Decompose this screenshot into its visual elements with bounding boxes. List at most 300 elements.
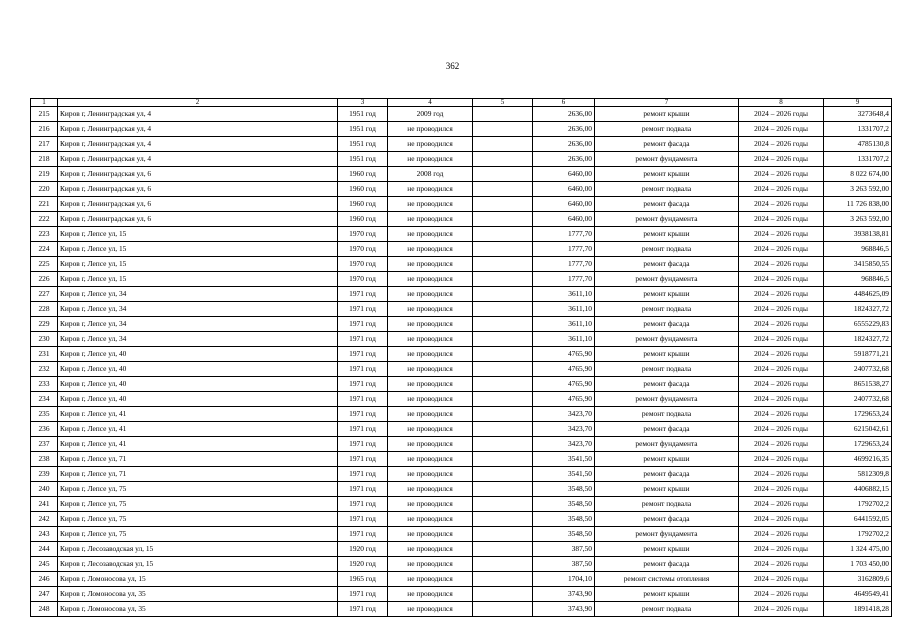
- build-year-cell: 1971 год: [338, 512, 388, 527]
- cost-cell: 968846,5: [824, 272, 892, 287]
- cost-cell: 4785130,8: [824, 137, 892, 152]
- last-repair-cell: не проводился: [388, 347, 473, 362]
- row-number-cell: 229: [31, 317, 58, 332]
- empty-cell: [473, 332, 533, 347]
- area-cell: 2636,00: [533, 152, 595, 167]
- cost-cell: 1792702,2: [824, 497, 892, 512]
- build-year-cell: 1971 год: [338, 497, 388, 512]
- table-row: [31, 497, 892, 512]
- work-type-cell: ремонт подвала: [595, 497, 739, 512]
- work-type-cell: ремонт подвала: [595, 242, 739, 257]
- address-cell: Киров г, Лепсе ул, 34: [58, 302, 338, 317]
- last-repair-cell: не проводился: [388, 152, 473, 167]
- empty-cell: [473, 572, 533, 587]
- work-type-cell: ремонт крыши: [595, 227, 739, 242]
- period-cell: 2024 – 2026 годы: [739, 497, 824, 512]
- empty-cell: [473, 182, 533, 197]
- last-repair-cell: не проводился: [388, 377, 473, 392]
- cost-cell: 3273648,4: [824, 107, 892, 122]
- empty-cell: [473, 392, 533, 407]
- table-row: [31, 377, 892, 392]
- last-repair-cell: не проводился: [388, 452, 473, 467]
- area-cell: 4765,90: [533, 362, 595, 377]
- table-row: [31, 587, 892, 602]
- last-repair-cell: не проводился: [388, 407, 473, 422]
- table-row: [31, 257, 892, 272]
- table-row: [31, 542, 892, 557]
- page-number: 362: [445, 61, 460, 71]
- row-number-cell: 220: [31, 182, 58, 197]
- address-cell: Киров г, Лепсе ул, 34: [58, 287, 338, 302]
- cost-cell: 1729653,24: [824, 437, 892, 452]
- build-year-cell: 1960 год: [338, 167, 388, 182]
- table-row: [31, 287, 892, 302]
- row-number-cell: 240: [31, 482, 58, 497]
- cost-cell: 2407732,68: [824, 362, 892, 377]
- period-cell: 2024 – 2026 годы: [739, 527, 824, 542]
- row-number-cell: 235: [31, 407, 58, 422]
- cost-cell: 3162809,6: [824, 572, 892, 587]
- address-cell: Киров г, Лепсе ул, 71: [58, 452, 338, 467]
- last-repair-cell: не проводился: [388, 242, 473, 257]
- address-cell: Киров г, Лесозаводская ул, 15: [58, 542, 338, 557]
- area-cell: 2636,00: [533, 107, 595, 122]
- empty-cell: [473, 287, 533, 302]
- work-type-cell: ремонт крыши: [595, 347, 739, 362]
- area-cell: 6460,00: [533, 212, 595, 227]
- last-repair-cell: не проводился: [388, 497, 473, 512]
- cost-cell: 1331707,2: [824, 122, 892, 137]
- row-number-cell: 221: [31, 197, 58, 212]
- work-type-cell: ремонт крыши: [595, 542, 739, 557]
- row-number-cell: 241: [31, 497, 58, 512]
- area-cell: 3743,90: [533, 602, 595, 617]
- period-cell: 2024 – 2026 годы: [739, 332, 824, 347]
- address-cell: Киров г, Лепсе ул, 34: [58, 317, 338, 332]
- column-header: 4: [388, 99, 473, 107]
- empty-cell: [473, 542, 533, 557]
- row-number-cell: 226: [31, 272, 58, 287]
- period-cell: 2024 – 2026 годы: [739, 242, 824, 257]
- build-year-cell: 1960 год: [338, 182, 388, 197]
- area-cell: 3611,10: [533, 287, 595, 302]
- area-cell: 3611,10: [533, 332, 595, 347]
- row-number-cell: 239: [31, 467, 58, 482]
- address-cell: Киров г, Ломоносова ул, 15: [58, 572, 338, 587]
- work-type-cell: ремонт крыши: [595, 107, 739, 122]
- area-cell: 3611,10: [533, 317, 595, 332]
- empty-cell: [473, 152, 533, 167]
- build-year-cell: 1971 год: [338, 452, 388, 467]
- table-row: [31, 197, 892, 212]
- row-number-cell: 231: [31, 347, 58, 362]
- area-cell: 4765,90: [533, 392, 595, 407]
- area-cell: 2636,00: [533, 122, 595, 137]
- address-cell: Киров г, Ломоносова ул, 35: [58, 602, 338, 617]
- cost-cell: 3 263 592,00: [824, 212, 892, 227]
- empty-cell: [473, 302, 533, 317]
- table-row: [31, 212, 892, 227]
- last-repair-cell: не проводился: [388, 137, 473, 152]
- cost-cell: 1 703 450,00: [824, 557, 892, 572]
- area-cell: 3743,90: [533, 587, 595, 602]
- table-row: [31, 482, 892, 497]
- area-cell: 1704,10: [533, 572, 595, 587]
- last-repair-cell: не проводился: [388, 332, 473, 347]
- area-cell: 3548,50: [533, 482, 595, 497]
- empty-cell: [473, 557, 533, 572]
- empty-cell: [473, 362, 533, 377]
- last-repair-cell: не проводился: [388, 272, 473, 287]
- empty-cell: [473, 467, 533, 482]
- period-cell: 2024 – 2026 годы: [739, 392, 824, 407]
- table-row: [31, 332, 892, 347]
- area-cell: 6460,00: [533, 167, 595, 182]
- empty-cell: [473, 317, 533, 332]
- column-header: 8: [739, 99, 824, 107]
- period-cell: 2024 – 2026 годы: [739, 512, 824, 527]
- cost-cell: 3415850,55: [824, 257, 892, 272]
- address-cell: Киров г, Ломоносова ул, 35: [58, 587, 338, 602]
- table-row: [31, 347, 892, 362]
- empty-cell: [473, 512, 533, 527]
- work-type-cell: ремонт фундамента: [595, 272, 739, 287]
- period-cell: 2024 – 2026 годы: [739, 197, 824, 212]
- table-row: [31, 512, 892, 527]
- period-cell: 2024 – 2026 годы: [739, 452, 824, 467]
- work-type-cell: ремонт фасада: [595, 422, 739, 437]
- cost-cell: 1891418,28: [824, 602, 892, 617]
- empty-cell: [473, 197, 533, 212]
- empty-cell: [473, 257, 533, 272]
- area-cell: 1777,70: [533, 242, 595, 257]
- period-cell: 2024 – 2026 годы: [739, 152, 824, 167]
- area-cell: 3541,50: [533, 467, 595, 482]
- period-cell: 2024 – 2026 годы: [739, 542, 824, 557]
- address-cell: Киров г, Ленинградская ул, 4: [58, 122, 338, 137]
- last-repair-cell: 2009 год: [388, 107, 473, 122]
- work-type-cell: ремонт подвала: [595, 122, 739, 137]
- column-header: 1: [31, 99, 58, 107]
- area-cell: 4765,90: [533, 347, 595, 362]
- period-cell: 2024 – 2026 годы: [739, 302, 824, 317]
- work-type-cell: ремонт крыши: [595, 167, 739, 182]
- area-cell: 1777,70: [533, 227, 595, 242]
- cost-cell: 1 324 475,00: [824, 542, 892, 557]
- work-type-cell: ремонт крыши: [595, 587, 739, 602]
- column-header: 5: [473, 99, 533, 107]
- column-header: 3: [338, 99, 388, 107]
- address-cell: Киров г, Лепсе ул, 34: [58, 332, 338, 347]
- row-number-cell: 238: [31, 452, 58, 467]
- cost-cell: 11 726 838,00: [824, 197, 892, 212]
- row-number-cell: 246: [31, 572, 58, 587]
- period-cell: 2024 – 2026 годы: [739, 557, 824, 572]
- build-year-cell: 1920 год: [338, 557, 388, 572]
- build-year-cell: 1951 год: [338, 137, 388, 152]
- cost-cell: 6441592,05: [824, 512, 892, 527]
- address-cell: Киров г, Ленинградская ул, 6: [58, 167, 338, 182]
- work-type-cell: ремонт крыши: [595, 482, 739, 497]
- build-year-cell: 1960 год: [338, 197, 388, 212]
- work-type-cell: ремонт подвала: [595, 362, 739, 377]
- empty-cell: [473, 527, 533, 542]
- table-row: [31, 167, 892, 182]
- build-year-cell: 1971 год: [338, 407, 388, 422]
- cost-cell: 6555229,83: [824, 317, 892, 332]
- work-type-cell: ремонт фасада: [595, 137, 739, 152]
- build-year-cell: 1971 год: [338, 482, 388, 497]
- address-cell: Киров г, Лепсе ул, 71: [58, 467, 338, 482]
- cost-cell: 1729653,24: [824, 407, 892, 422]
- area-cell: 3611,10: [533, 302, 595, 317]
- last-repair-cell: не проводился: [388, 197, 473, 212]
- empty-cell: [473, 272, 533, 287]
- address-cell: Киров г, Лепсе ул, 40: [58, 392, 338, 407]
- last-repair-cell: не проводился: [388, 392, 473, 407]
- row-number-cell: 244: [31, 542, 58, 557]
- last-repair-cell: не проводился: [388, 212, 473, 227]
- last-repair-cell: не проводился: [388, 572, 473, 587]
- build-year-cell: 1971 год: [338, 467, 388, 482]
- empty-cell: [473, 437, 533, 452]
- work-type-cell: ремонт подвала: [595, 182, 739, 197]
- row-number-cell: 248: [31, 602, 58, 617]
- area-cell: 4765,90: [533, 377, 595, 392]
- area-cell: 387,50: [533, 542, 595, 557]
- build-year-cell: 1951 год: [338, 122, 388, 137]
- table-row: [31, 302, 892, 317]
- row-number-cell: 237: [31, 437, 58, 452]
- empty-cell: [473, 482, 533, 497]
- cost-cell: 4406882,15: [824, 482, 892, 497]
- table-row: [31, 107, 892, 122]
- area-cell: 3548,50: [533, 527, 595, 542]
- table-row: [31, 602, 892, 617]
- area-cell: 1777,70: [533, 257, 595, 272]
- table-row: [31, 437, 892, 452]
- column-header: 2: [58, 99, 338, 107]
- empty-cell: [473, 422, 533, 437]
- address-cell: Киров г, Ленинградская ул, 6: [58, 197, 338, 212]
- last-repair-cell: не проводился: [388, 317, 473, 332]
- work-type-cell: ремонт фундамента: [595, 392, 739, 407]
- row-number-cell: 228: [31, 302, 58, 317]
- empty-cell: [473, 377, 533, 392]
- work-type-cell: ремонт подвала: [595, 407, 739, 422]
- cost-cell: 8651538,27: [824, 377, 892, 392]
- last-repair-cell: не проводился: [388, 122, 473, 137]
- period-cell: 2024 – 2026 годы: [739, 317, 824, 332]
- address-cell: Киров г, Ленинградская ул, 6: [58, 212, 338, 227]
- empty-cell: [473, 137, 533, 152]
- build-year-cell: 1960 год: [338, 212, 388, 227]
- last-repair-cell: не проводился: [388, 437, 473, 452]
- last-repair-cell: не проводился: [388, 422, 473, 437]
- last-repair-cell: не проводился: [388, 227, 473, 242]
- work-type-cell: ремонт подвала: [595, 302, 739, 317]
- address-cell: Киров г, Ленинградская ул, 4: [58, 107, 338, 122]
- area-cell: 3423,70: [533, 437, 595, 452]
- address-cell: Киров г, Лепсе ул, 15: [58, 257, 338, 272]
- cost-cell: 1792702,2: [824, 527, 892, 542]
- area-cell: 3423,70: [533, 422, 595, 437]
- row-number-cell: 232: [31, 362, 58, 377]
- period-cell: 2024 – 2026 годы: [739, 602, 824, 617]
- work-type-cell: ремонт фундамента: [595, 332, 739, 347]
- empty-cell: [473, 497, 533, 512]
- table-row: [31, 557, 892, 572]
- last-repair-cell: 2008 год: [388, 167, 473, 182]
- row-number-cell: 233: [31, 377, 58, 392]
- row-number-cell: 222: [31, 212, 58, 227]
- address-cell: Киров г, Лепсе ул, 15: [58, 227, 338, 242]
- period-cell: 2024 – 2026 годы: [739, 122, 824, 137]
- build-year-cell: 1971 год: [338, 302, 388, 317]
- last-repair-cell: не проводился: [388, 512, 473, 527]
- row-number-cell: 218: [31, 152, 58, 167]
- work-type-cell: ремонт фундамента: [595, 212, 739, 227]
- last-repair-cell: не проводился: [388, 257, 473, 272]
- header-row: [31, 99, 892, 107]
- empty-cell: [473, 347, 533, 362]
- build-year-cell: 1971 год: [338, 602, 388, 617]
- build-year-cell: 1920 год: [338, 542, 388, 557]
- area-cell: 6460,00: [533, 182, 595, 197]
- build-year-cell: 1971 год: [338, 287, 388, 302]
- work-type-cell: ремонт фасада: [595, 467, 739, 482]
- build-year-cell: 1970 год: [338, 272, 388, 287]
- row-number-cell: 245: [31, 557, 58, 572]
- row-number-cell: 225: [31, 257, 58, 272]
- table-row: [31, 422, 892, 437]
- address-cell: Киров г, Лепсе ул, 40: [58, 347, 338, 362]
- column-header: 6: [533, 99, 595, 107]
- period-cell: 2024 – 2026 годы: [739, 257, 824, 272]
- row-number-cell: 242: [31, 512, 58, 527]
- build-year-cell: 1965 год: [338, 572, 388, 587]
- last-repair-cell: не проводился: [388, 482, 473, 497]
- area-cell: 3548,50: [533, 497, 595, 512]
- area-cell: 2636,00: [533, 137, 595, 152]
- last-repair-cell: не проводился: [388, 542, 473, 557]
- table-body: [31, 107, 892, 617]
- table-row: [31, 122, 892, 137]
- table-row: [31, 152, 892, 167]
- period-cell: 2024 – 2026 годы: [739, 287, 824, 302]
- address-cell: Киров г, Лепсе ул, 41: [58, 422, 338, 437]
- row-number-cell: 234: [31, 392, 58, 407]
- empty-cell: [473, 602, 533, 617]
- last-repair-cell: не проводился: [388, 302, 473, 317]
- last-repair-cell: не проводился: [388, 182, 473, 197]
- period-cell: 2024 – 2026 годы: [739, 107, 824, 122]
- build-year-cell: 1971 год: [338, 362, 388, 377]
- empty-cell: [473, 107, 533, 122]
- area-cell: 387,50: [533, 557, 595, 572]
- empty-cell: [473, 452, 533, 467]
- row-number-cell: 230: [31, 332, 58, 347]
- table-row: [31, 467, 892, 482]
- table-row: [31, 137, 892, 152]
- build-year-cell: 1971 год: [338, 587, 388, 602]
- cost-cell: 4484625,09: [824, 287, 892, 302]
- table-row: [31, 182, 892, 197]
- row-number-cell: 215: [31, 107, 58, 122]
- build-year-cell: 1970 год: [338, 242, 388, 257]
- area-cell: 3548,50: [533, 512, 595, 527]
- last-repair-cell: не проводился: [388, 467, 473, 482]
- work-type-cell: ремонт фундамента: [595, 437, 739, 452]
- work-type-cell: ремонт подвала: [595, 602, 739, 617]
- cost-cell: 4699216,35: [824, 452, 892, 467]
- address-cell: Киров г, Лепсе ул, 41: [58, 437, 338, 452]
- build-year-cell: 1951 год: [338, 107, 388, 122]
- period-cell: 2024 – 2026 годы: [739, 437, 824, 452]
- row-number-cell: 224: [31, 242, 58, 257]
- address-cell: Киров г, Лепсе ул, 75: [58, 482, 338, 497]
- table-row: [31, 452, 892, 467]
- work-type-cell: ремонт фасада: [595, 257, 739, 272]
- last-repair-cell: не проводился: [388, 362, 473, 377]
- period-cell: 2024 – 2026 годы: [739, 572, 824, 587]
- build-year-cell: 1970 год: [338, 257, 388, 272]
- work-type-cell: ремонт системы отопления: [595, 572, 739, 587]
- period-cell: 2024 – 2026 годы: [739, 587, 824, 602]
- address-cell: Киров г, Лепсе ул, 15: [58, 242, 338, 257]
- build-year-cell: 1971 год: [338, 377, 388, 392]
- empty-cell: [473, 407, 533, 422]
- area-cell: 3423,70: [533, 407, 595, 422]
- cost-cell: 968846,5: [824, 242, 892, 257]
- empty-cell: [473, 242, 533, 257]
- build-year-cell: 1971 год: [338, 317, 388, 332]
- period-cell: 2024 – 2026 годы: [739, 422, 824, 437]
- period-cell: 2024 – 2026 годы: [739, 467, 824, 482]
- period-cell: 2024 – 2026 годы: [739, 362, 824, 377]
- cost-cell: 8 022 674,00: [824, 167, 892, 182]
- row-number-cell: 243: [31, 527, 58, 542]
- period-cell: 2024 – 2026 годы: [739, 212, 824, 227]
- address-cell: Киров г, Лепсе ул, 75: [58, 527, 338, 542]
- cost-cell: 2407732,68: [824, 392, 892, 407]
- table-row: [31, 407, 892, 422]
- period-cell: 2024 – 2026 годы: [739, 482, 824, 497]
- row-number-cell: 216: [31, 122, 58, 137]
- address-cell: Киров г, Лепсе ул, 40: [58, 362, 338, 377]
- last-repair-cell: не проводился: [388, 287, 473, 302]
- period-cell: 2024 – 2026 годы: [739, 137, 824, 152]
- table-row: [31, 227, 892, 242]
- period-cell: 2024 – 2026 годы: [739, 272, 824, 287]
- address-cell: Киров г, Лесозаводская ул, 15: [58, 557, 338, 572]
- area-cell: 1777,70: [533, 272, 595, 287]
- area-cell: 3541,50: [533, 452, 595, 467]
- work-type-cell: ремонт фасада: [595, 377, 739, 392]
- row-number-cell: 223: [31, 227, 58, 242]
- table-row: [31, 362, 892, 377]
- column-header: 9: [824, 99, 892, 107]
- build-year-cell: 1971 год: [338, 347, 388, 362]
- work-type-cell: ремонт крыши: [595, 287, 739, 302]
- work-type-cell: ремонт крыши: [595, 452, 739, 467]
- last-repair-cell: не проводился: [388, 602, 473, 617]
- table-row: [31, 317, 892, 332]
- period-cell: 2024 – 2026 годы: [739, 377, 824, 392]
- empty-cell: [473, 227, 533, 242]
- row-number-cell: 247: [31, 587, 58, 602]
- cost-cell: 4649549,41: [824, 587, 892, 602]
